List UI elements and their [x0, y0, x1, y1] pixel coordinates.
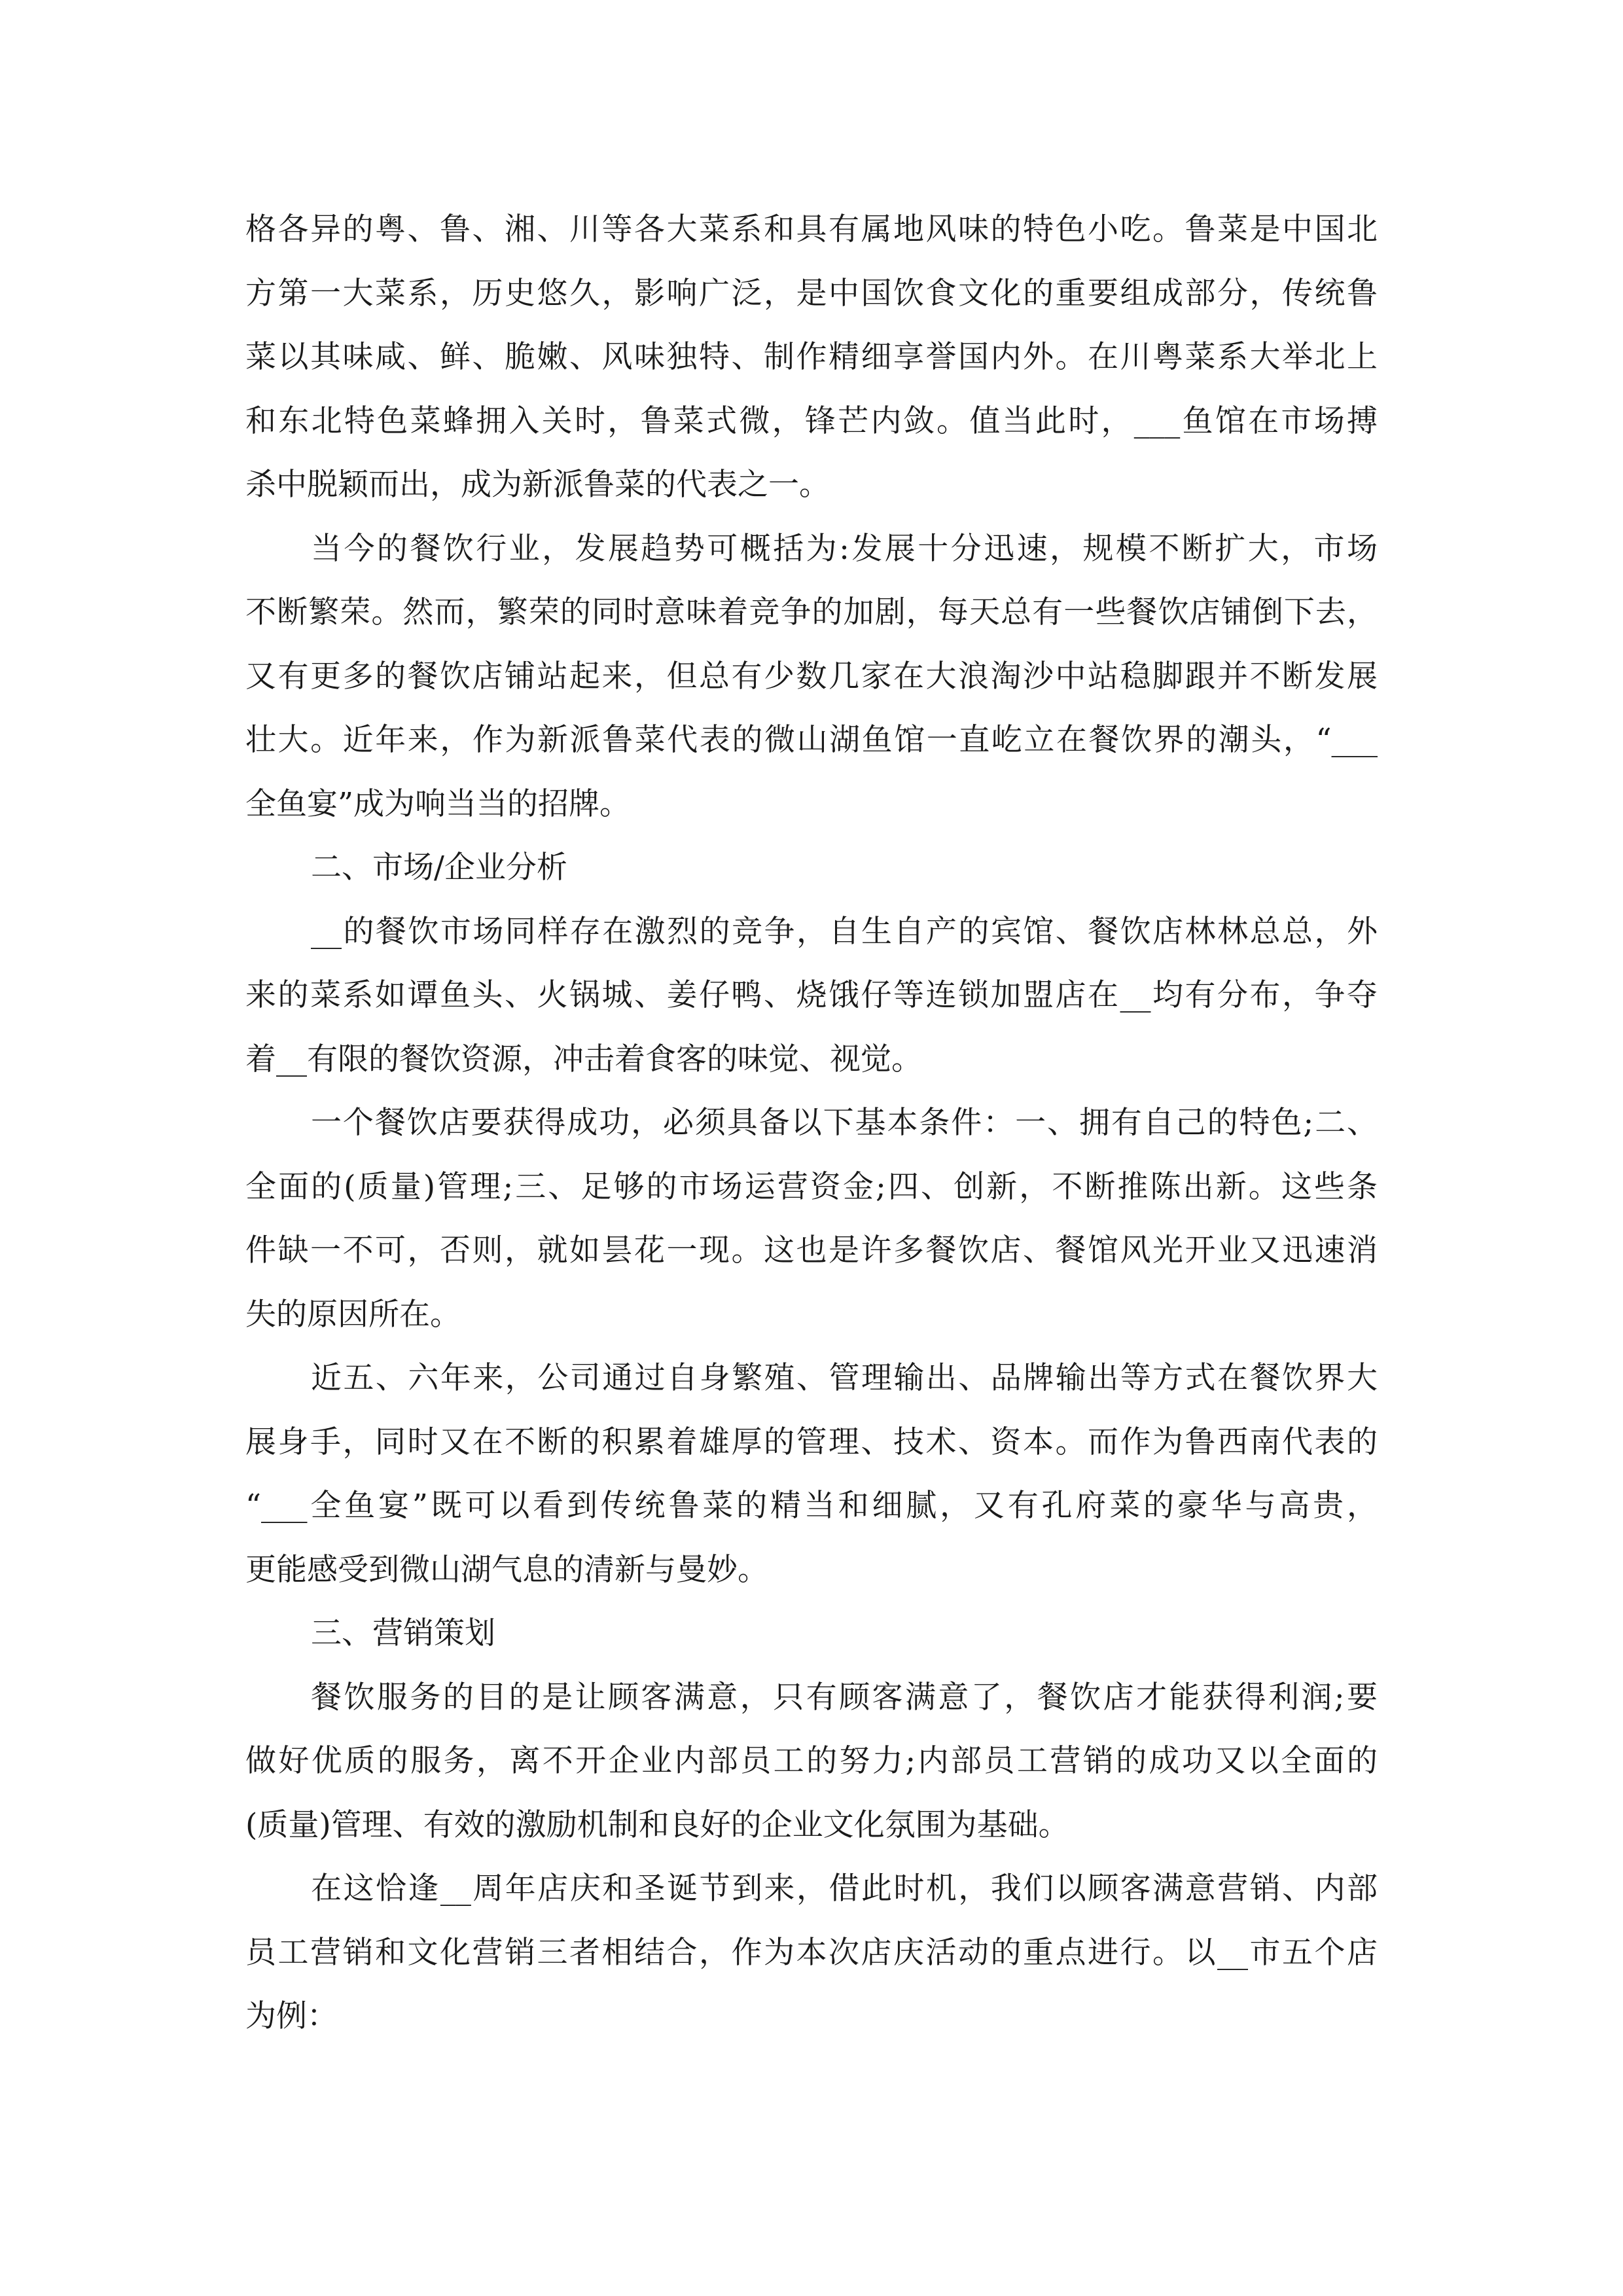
text-line: 为例：: [245, 1998, 338, 2034]
paragraph: [245, 517, 1378, 836]
paragraph: [245, 900, 1378, 1092]
text-line: 展身手，同时又在不断的积累着雄厚的管理、技术、资本。而作为鲁西南代表的: [245, 1424, 1378, 1460]
text-line: 方第一大菜系，历史悠久，影响广泛，是中国饮食文化的重要组成部分，传统鲁: [245, 275, 1378, 312]
text-line: 在这恰逢__周年店庆和圣诞节到来，借此时机，我们以顾客满意营销、内部: [311, 1871, 1378, 1907]
paragraph: [245, 1346, 1378, 1602]
text-line: 壮大。近年来，作为新派鲁菜代表的微山湖鱼馆一直屹立在餐饮界的潮头，“___: [245, 722, 1378, 758]
text-line: 近五、六年来，公司通过自身繁殖、管理输出、品牌输出等方式在餐饮界大: [311, 1360, 1378, 1396]
text-line: __的餐饮市场同样存在激烈的竞争，自生自产的宾馆、餐饮店林林总总，外: [311, 913, 1378, 950]
text-line: 全鱼宴”成为响当当的招牌。: [245, 785, 631, 822]
text-line: 菜以其味咸、鲜、脆嫩、风味独特、制作精细享誉国内外。在川粤菜系大举北上: [245, 339, 1378, 375]
paragraph: [245, 1857, 1378, 2049]
text-line: 和东北特色菜蜂拥入关时，鲁菜式微，锋芒内敛。值当此时，___鱼馆在市场搏: [245, 403, 1378, 439]
text-line: 不断繁荣。然而，繁荣的同时意味着竞争的加剧，每天总有一些餐饮店铺倒下去，: [245, 594, 1378, 630]
text-line: 件缺一不可，否则，就如昙花一现。这也是许多餐饮店、餐馆风光开业又迅速消: [245, 1232, 1378, 1268]
text-line: (质量)管理、有效的激励机制和良好的企业文化氛围为基础。: [245, 1806, 1069, 1843]
section-heading: [245, 836, 1378, 900]
text-line: 餐饮服务的目的是让顾客满意，只有顾客满意了，餐饮店才能获得利润;要: [311, 1679, 1378, 1715]
text-line: 当今的餐饮行业，发展趋势可概括为:发展十分迅速，规模不断扩大，市场: [311, 530, 1378, 567]
text-line: 做好优质的服务，离不开企业内部员工的努力;内部员工营销的成功又以全面的: [245, 1743, 1378, 1779]
heading-text: 三、营销策划: [311, 1615, 495, 1651]
text-line: 来的菜系如谭鱼头、火锅城、姜仔鸭、烧饿仔等连锁加盟店在__均有分布，争夺: [245, 977, 1378, 1013]
text-line: “___全鱼宴”既可以看到传统鲁菜的精当和细腻，又有孔府菜的豪华与高贵，: [245, 1488, 1378, 1524]
paragraph: [245, 198, 1378, 517]
text-line: 着__有限的餐饮资源，冲击着食客的味觉、视觉。: [245, 1041, 922, 1077]
text-line: 全面的(质量)管理;三、足够的市场运营资金;四、创新，不断推陈出新。这些条: [245, 1168, 1378, 1205]
paragraph: [245, 1091, 1378, 1346]
text-line: 格各异的粤、鲁、湘、川等各大菜系和具有属地风味的特色小吃。鲁菜是中国北: [245, 211, 1378, 247]
text-line: 一个餐饮店要获得成功，必须具备以下基本条件：一、拥有自己的特色;二、: [311, 1105, 1378, 1141]
text-line: 又有更多的餐饮店铺站起来，但总有少数几家在大浪淘沙中站稳脚跟并不断发展: [245, 658, 1378, 694]
document-page: [245, 198, 1378, 2049]
text-line: 更能感受到微山湖气息的清新与曼妙。: [245, 1551, 768, 1588]
heading-text: 二、市场/企业分析: [311, 850, 567, 886]
text-line: 杀中脱颖而出，成为新派鲁菜的代表之一。: [245, 467, 830, 503]
text-line: 员工营销和文化营销三者相结合，作为本次店庆活动的重点进行。以__市五个店: [245, 1934, 1378, 1971]
text-line: 失的原因所在。: [245, 1296, 461, 1333]
paragraph: [245, 1666, 1378, 1857]
section-heading: [245, 1602, 1378, 1666]
